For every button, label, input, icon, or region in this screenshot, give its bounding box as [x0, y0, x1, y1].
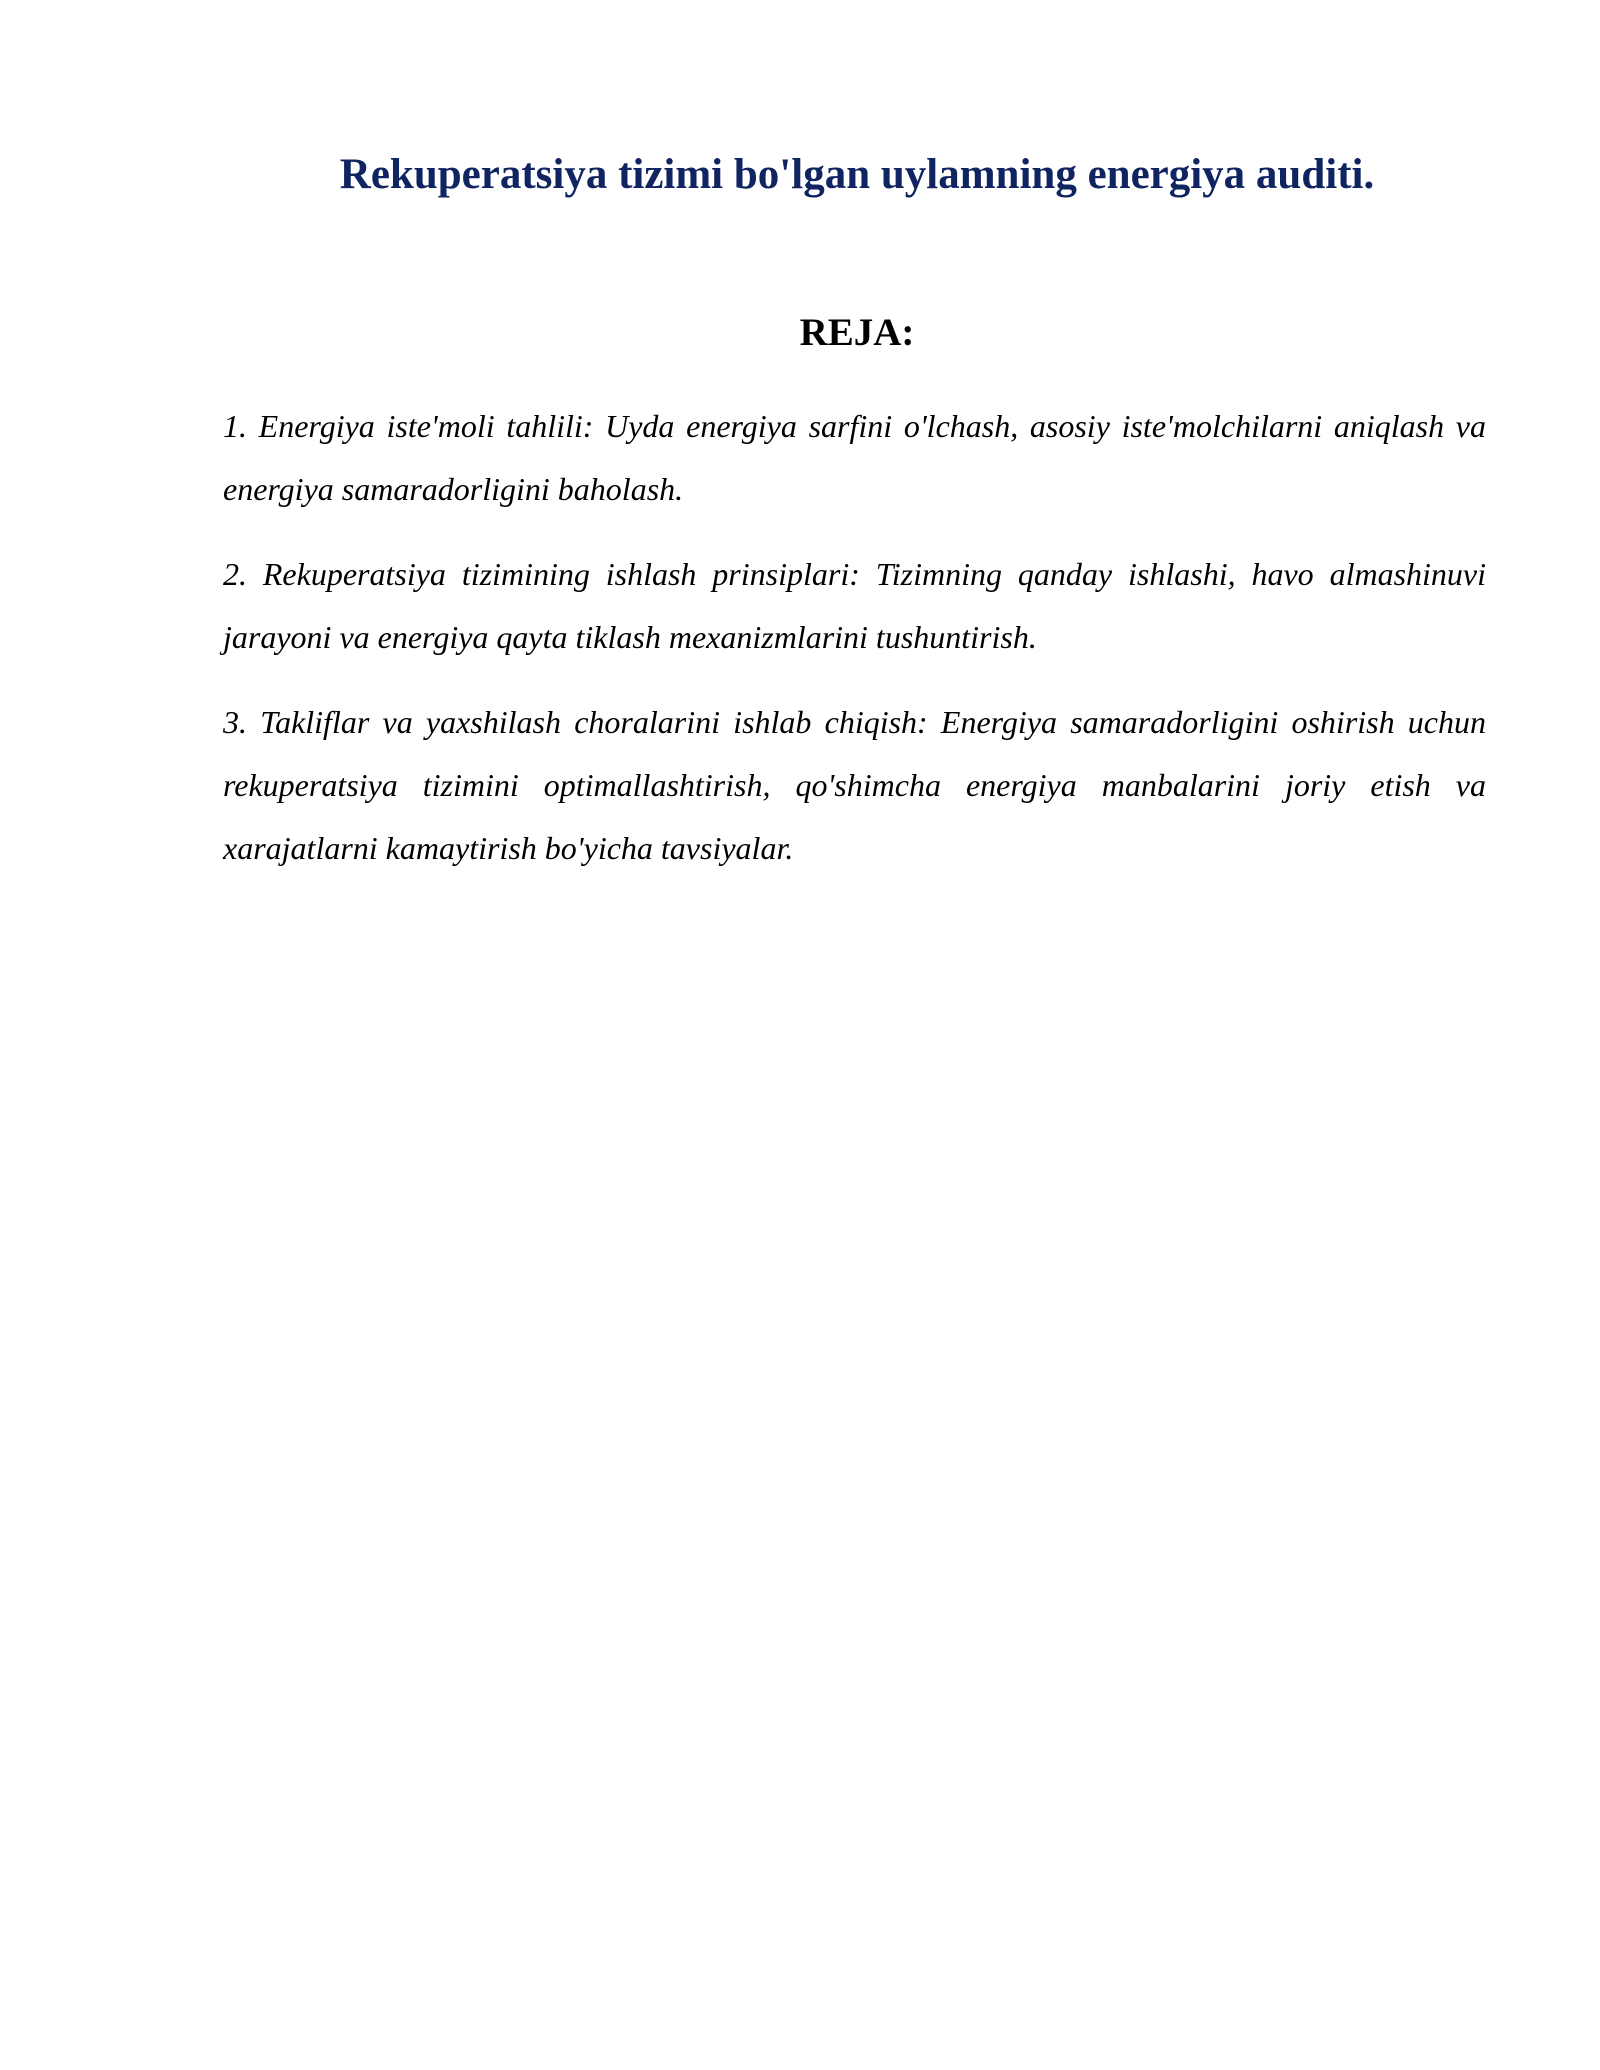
document-title: Rekuperatsiya tizimi bo'lgan uylamning energiya auditi. — [339, 151, 1375, 198]
plan-heading: REJA: — [799, 311, 915, 354]
plan-item-recommendations: 3. Takliflar va yaxshilash choralarini ishlab chiqish: Energiya samaradorligini oshirish uchun rekuperatsiya tizimini optimallashtirish, qo'shimcha energiya manbalarini joriy etish va xarajatlarni kamaytirish bo'yicha tavsiyalar. — [223, 704, 1486, 866]
plan-item-energy-analysis: 1. Energiya iste'moli tahlili: Uyda energiya sarfini o'lchash, asosiy iste'molchilarni aniqlash va energiya samaradorligini baholash. — [223, 408, 1486, 507]
plan-list — [223, 395, 1486, 902]
plan-item-recuperation-principles: 2. Rekuperatsiya tizimining ishlash prinsiplari: Tizimning qanday ishlashi, havo almashinuvi jarayoni va energiya qayta tiklash mexanizmlarini tushuntirish. — [223, 556, 1486, 655]
